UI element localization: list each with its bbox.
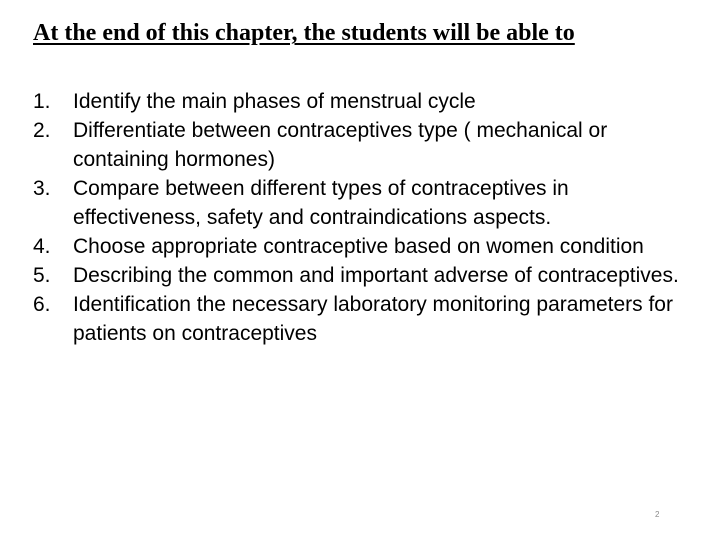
objective-number: 6. — [33, 293, 51, 316]
objective-number: 2. — [33, 119, 51, 142]
objective-text: Choose appropriate contraceptive based on women condition — [73, 235, 644, 258]
objective-item-1 — [33, 87, 693, 116]
objective-text: Identification the necessary laboratory monitoring parameters for patients on contraceptives — [73, 293, 673, 345]
objective-number: 3. — [33, 177, 51, 200]
objective-item-4 — [33, 232, 693, 261]
slide-heading: At the end of this chapter, the students will be able to — [33, 20, 575, 46]
objective-number: 1. — [33, 90, 51, 113]
objective-number: 4. — [33, 235, 51, 258]
objective-item-2 — [33, 116, 693, 174]
objective-item-5 — [33, 261, 693, 290]
objective-text: Describing the common and important adverse of contraceptives. — [73, 264, 679, 287]
objective-text: Compare between different types of contraceptives in effectiveness, safety and contraindications aspects. — [73, 177, 569, 229]
page-number: 2 — [655, 510, 660, 519]
objective-item-3 — [33, 174, 693, 232]
objectives-list — [33, 87, 693, 348]
objective-number: 5. — [33, 264, 51, 287]
objective-item-6 — [33, 290, 693, 348]
objective-text: Differentiate between contraceptives type ( mechanical or containing hormones) — [73, 119, 608, 171]
objective-text: Identify the main phases of menstrual cycle — [73, 90, 476, 113]
